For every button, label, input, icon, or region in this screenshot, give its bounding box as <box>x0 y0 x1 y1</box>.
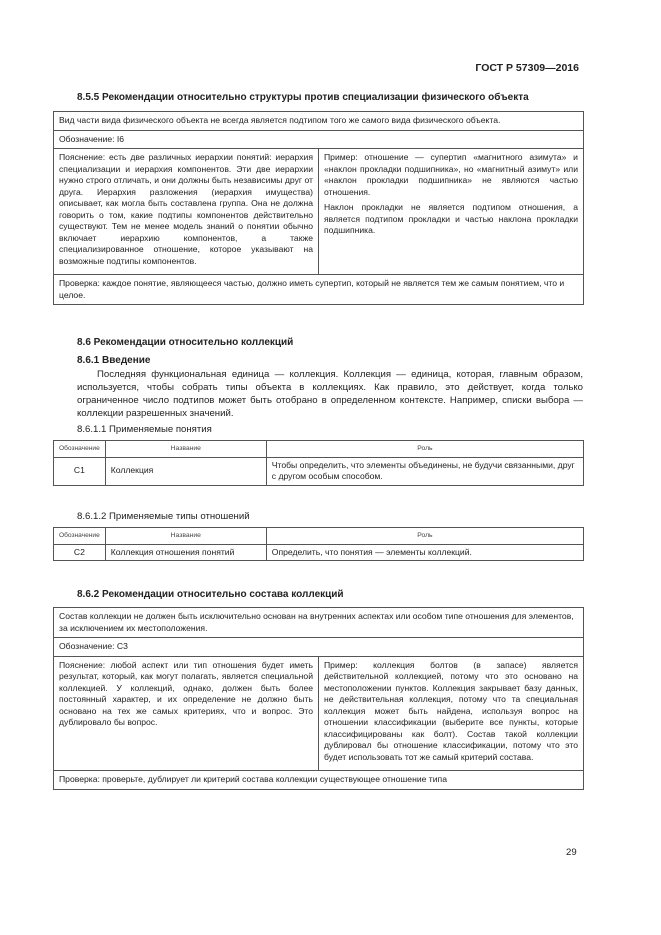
role-cell: Чтобы определить, что элементы объединены, не будучи связанными, друг с другом особым способом. <box>266 457 583 485</box>
explanation-cell <box>54 657 318 771</box>
subsection-heading-8-6-2: 8.6.2 Рекомендации относительно состава коллекций <box>77 589 344 600</box>
check-row: Проверка: проверьте, дублирует ли критерий состава коллекции существующее отношение типа <box>59 774 447 784</box>
explanation-text: Пояснение: есть две различных иерархии понятий: иерархия специализации и иерархия компонентов. Эти две иерархии нужно строго отличать, и они должны быть независимы друг от друга. Иерархия разложения (иерархия имущества) описывает, как могла быть составлена группа. Она не должна говорить о том, какие подтипы компонентов действительно существуют. Тем не менее модель знаний о понятии обычно включает иерархию компонентов, а также специализированное отношение, которое указывают на возможные подтипы компонентов. <box>59 152 313 266</box>
code-cell: C1 <box>54 457 106 485</box>
subsection-heading-8-6-1: 8.6.1 Введение <box>77 355 151 366</box>
col-designation-header: Обозначение <box>54 441 106 458</box>
table-header-row <box>54 528 584 545</box>
document-header: ГОСТ Р 57309—2016 <box>475 62 579 74</box>
statement-row: Состав коллекции не должен быть исключительно основан на внутренних аспектах или особом типе отношения для элементов, за исключением их местоположения. <box>54 608 583 638</box>
col-role-header: Роль <box>266 528 583 545</box>
table-row <box>54 457 584 485</box>
code-cell: C2 <box>54 544 106 561</box>
intro-paragraph: Последняя функциональная единица — коллекция. Коллекция — единица, которая, главным образом, используется, чтобы собрать типы объекта в коллекциях. Как правило, это действует, когда только ограниченное число подтипов может быть отобрано в определенном контексте. Например, списки выбора — коллекции разрешенных значений. <box>77 369 583 419</box>
statement-row: Вид части вида физического объекта не всегда является подтипом того же самого вида физического объекта. <box>54 112 583 131</box>
section-heading-8-5-5: 8.5.5 Рекомендации относительно структуры против специализации физического объекта <box>77 92 529 103</box>
relations-table <box>53 527 584 561</box>
example-text: Пример: коллекция болтов (в запасе) является действительной коллекцией, потому что это основано на местоположении пунктов. Коллекция закрывает базу данных, не действительная коллекция, потому что та специальная коллекция может быть найдена, используя вопрос на отношении классификации (выберите все пункты, которые классифицированы как болт). Состав такой коллекции дублировал бы отношение классификации, потому что это будет использовать тот же самый критерий состава. <box>324 659 578 762</box>
explanation-example-row <box>54 657 583 772</box>
example-cell <box>318 149 583 274</box>
designation-row: Обозначение: C3 <box>54 638 583 657</box>
explanation-example-row <box>54 149 583 275</box>
recommendation-box-c3 <box>53 607 584 790</box>
explanation-text: Пояснение: любой аспект или тип отношения будет иметь результат, который, как могут полагать, является специальной коллекцией. У коллекций, однако, должен быть более постоянный характер, и их определение не должно быть основано на тех же самых критериях, что и вопрос. Это дублировало бы вопрос. <box>59 659 313 727</box>
col-designation-header: Обозначение <box>54 528 106 545</box>
col-role-header: Роль <box>266 441 583 458</box>
table-row <box>54 544 584 561</box>
col-name-header: Название <box>105 528 266 545</box>
relations-title: 8.6.1.2 Применяемые типы отношений <box>77 511 250 522</box>
example-text-1: Пример: отношение — супертип «магнитного азимута» и «наклон прокладки подшипника», но «магнитный азимут» или «наклон прокладки подшипника» не являются частью отношения. <box>324 152 578 197</box>
concepts-table <box>53 440 584 486</box>
designation-row: Обозначение: I6 <box>54 131 583 150</box>
example-text-2: Наклон прокладки не является подтипом отношения, а является подтипом прокладки и частью наклона прокладки подшипника. <box>324 202 578 235</box>
explanation-cell <box>54 149 318 274</box>
col-name-header: Название <box>105 441 266 458</box>
example-cell <box>318 657 583 771</box>
role-cell: Определить, что понятия — элементы коллекций. <box>266 544 583 561</box>
check-row: Проверка: каждое понятие, являющееся частью, должно иметь супертип, который не является тем же самым понятием, что и целое. <box>59 278 565 300</box>
concepts-title: 8.6.1.1 Применяемые понятия <box>77 424 212 435</box>
table-header-row <box>54 441 584 458</box>
name-cell: Коллекция <box>105 457 266 485</box>
name-cell: Коллекция отношения понятий <box>105 544 266 561</box>
section-heading-8-6: 8.6 Рекомендации относительно коллекций <box>77 337 294 348</box>
page-number: 29 <box>566 847 577 858</box>
recommendation-box-i6 <box>53 111 584 305</box>
